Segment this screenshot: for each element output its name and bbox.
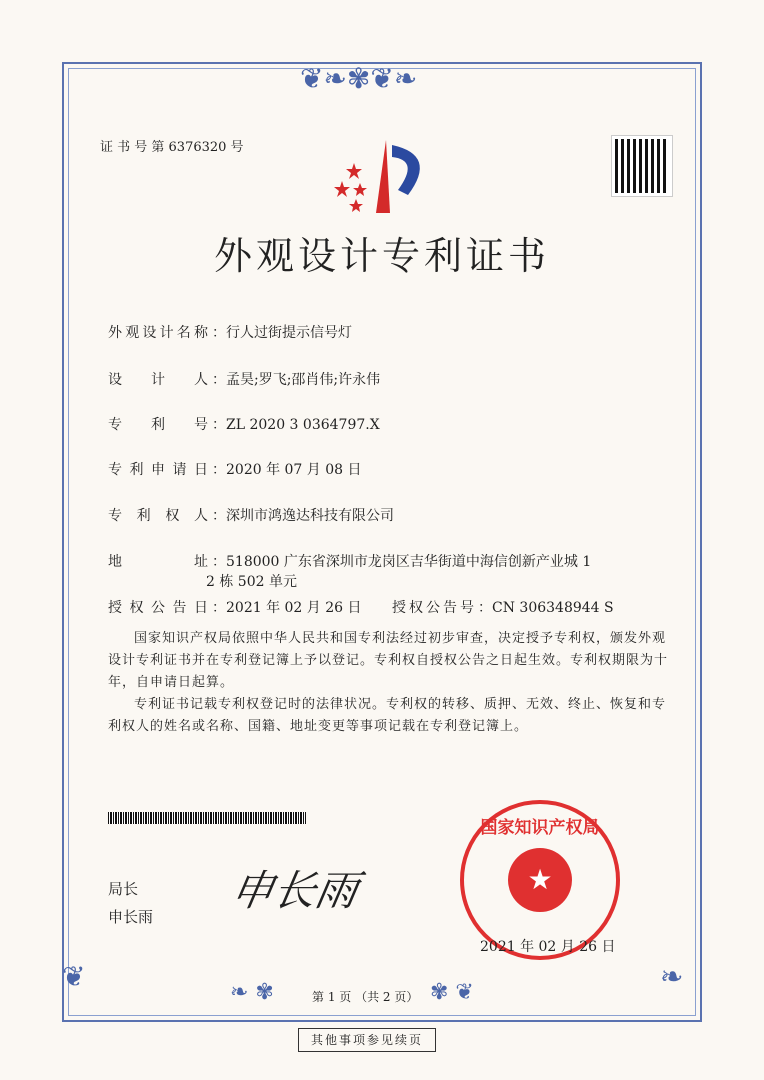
seal-text: 国家知识产权局 [480, 818, 600, 838]
seal-date: 2021 年 02 月 26 日 [480, 939, 616, 955]
field-grant-date: 授权公告日 ：2021 年 02 月 26 日 [108, 600, 362, 616]
bottom-ornament-icon: ✾ ❦ [430, 980, 474, 1005]
signer-name: 申长雨 [108, 908, 154, 926]
field-designer: 设计人 ：孟昊;罗飞;邵肖伟;许永伟 [108, 372, 381, 388]
field-patentee: 专利权人 ：深圳市鸿逸达科技有限公司 [108, 508, 394, 524]
field-grant-number: 授权公告号 ：CN 306348944 S [392, 600, 614, 616]
qr-code [612, 136, 672, 196]
cnipa-logo-icon [328, 135, 438, 215]
field-address-line2: 2 栋 502 单元 [206, 574, 297, 590]
certificate-number: 证 书 号 第 6376320 号 [100, 140, 244, 155]
page-info: 第 1 页 （共 2 页） [312, 990, 419, 1004]
corner-ornament-icon: ❧ [660, 960, 684, 993]
signature: 申长雨 [227, 866, 362, 915]
legal-paragraph: 国家知识产权局依照中华人民共和国专利法经过初步审查，决定授予专利权，颁发外观设计专利证书并在专利登记簿上予以登记。专利权自授权公告之日起生效。专利权期限为十年，自申请日起算。 [108, 631, 669, 690]
legal-paragraph: 专利证书记载专利权登记时的法律状况。专利权的转移、质押、无效、终止、恢复和专利权人的姓名或名称、国籍、地址变更等事项记载在专利登记簿上。 [108, 697, 667, 734]
field-patent-number: 专利号 ：ZL 2020 3 0364797.X [108, 417, 380, 433]
continuation-note: 其他事项参见续页 [298, 1028, 436, 1052]
field-application-date: 专利申请日 ：2020 年 07 月 08 日 [108, 462, 362, 478]
field-address: 地址 ：518000 广东省深圳市龙岗区吉华街道中海信创新产业城 1 [108, 554, 592, 570]
signer-title: 局长 [108, 880, 139, 898]
legal-text [108, 628, 678, 738]
field-design-name: 外观设计名称 ：行人过街提示信号灯 [108, 325, 352, 341]
corner-ornament-icon: ❦ [62, 960, 86, 993]
page-title: 外观设计专利证书 [213, 234, 550, 278]
national-emblem-icon: ★ [508, 848, 572, 912]
barcode [108, 812, 306, 824]
bottom-ornament-icon: ❧ ✾ [230, 980, 274, 1005]
top-ornament-icon: ❦❧✾❦❧ [300, 62, 418, 95]
